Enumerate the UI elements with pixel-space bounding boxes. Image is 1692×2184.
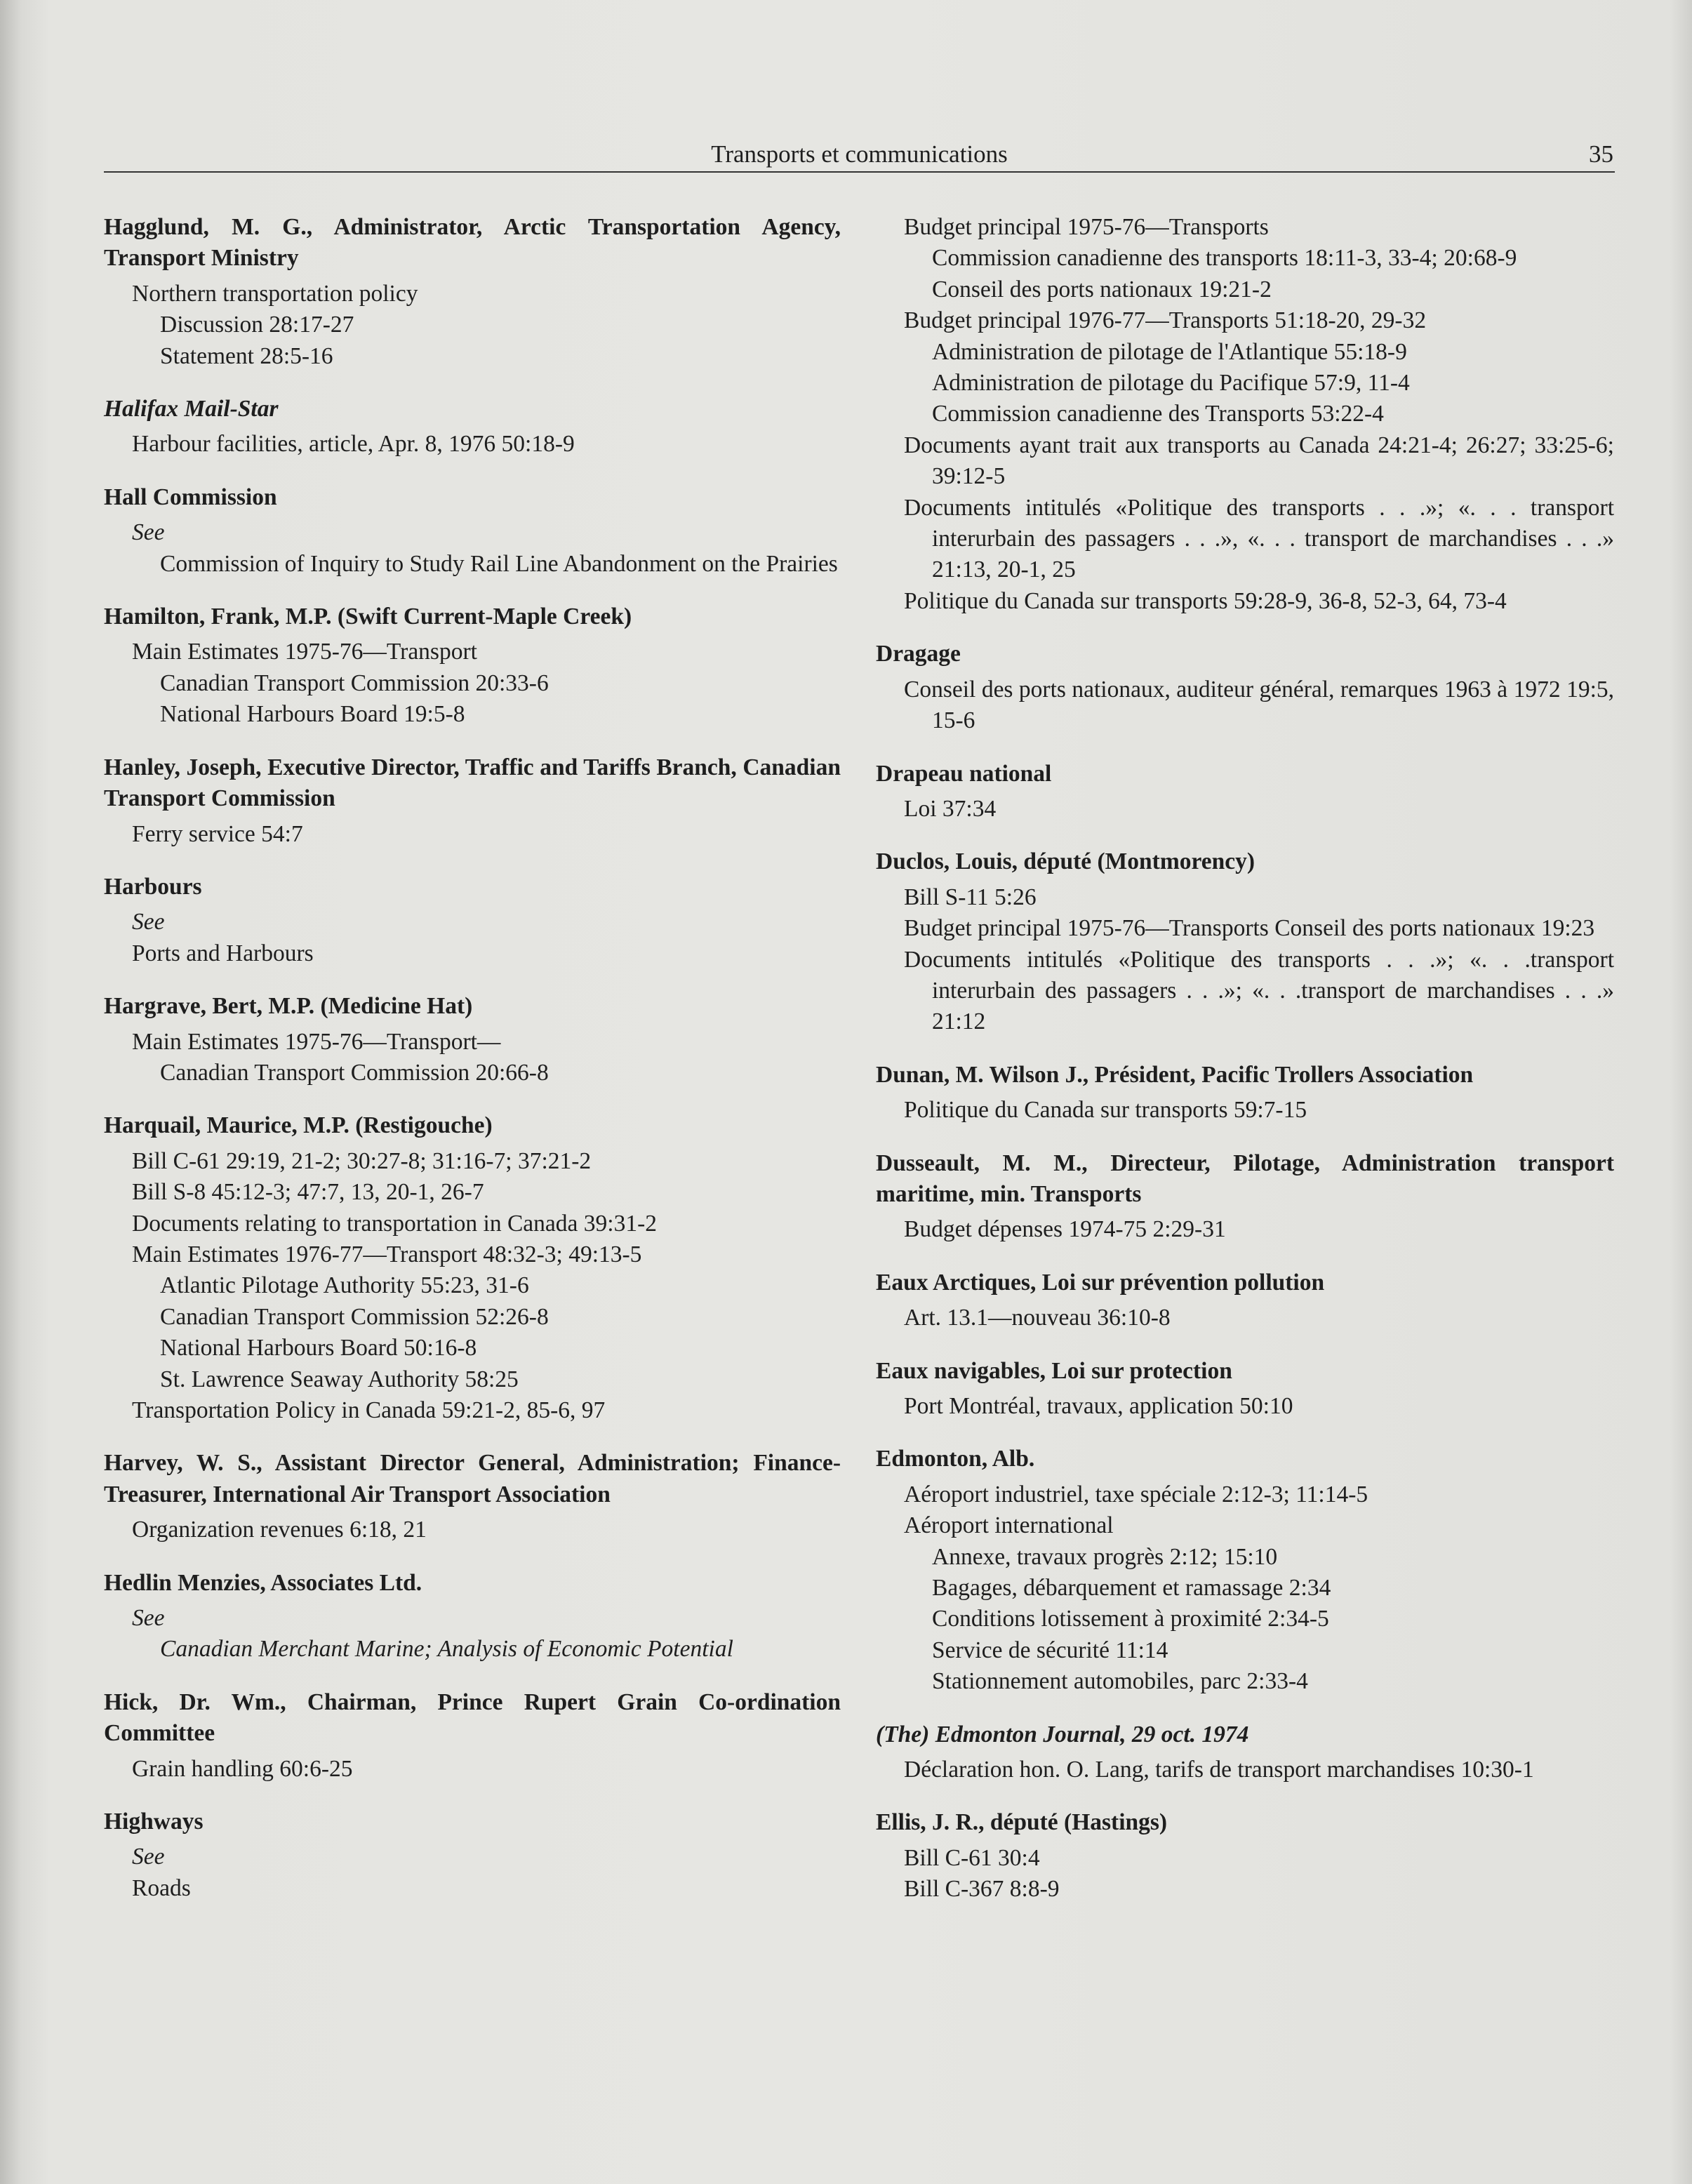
entry-heading: Hanley, Joseph, Executive Director, Traffic and Tariffs Branch, Canadian Transport Commission: [104, 754, 841, 812]
subentry: Northern transportation policy: [132, 280, 418, 307]
entry-heading: Edmonton, Alb.: [876, 1446, 1035, 1472]
subentry: Harbour facilities, article, Apr. 8, 1976 50:18-9: [132, 431, 575, 458]
index-entry-hargrave: [104, 991, 841, 1088]
entry-heading: Dragage: [876, 641, 961, 667]
subentry: St. Lawrence Seaway Authority 58:25: [160, 1366, 519, 1392]
subentry: Documents ayant trait aux transports au Canada 24:21-4; 26:27; 33:25-6; 39:12-5: [904, 432, 1614, 490]
subentry: National Harbours Board 50:16-8: [160, 1335, 477, 1361]
subentry: Canadian Transport Commission 20:66-8: [160, 1059, 549, 1086]
subentry: Main Estimates 1976-77—Transport 48:32-3; 49:13-5: [132, 1241, 642, 1267]
index-entry-highways: [104, 1806, 841, 1904]
subentry: Budget principal 1975-76—Transports: [904, 214, 1269, 240]
entry-heading: Duclos, Louis, député (Montmorency): [876, 848, 1255, 875]
entry-heading: Hall Commission: [104, 484, 277, 510]
see-reference-label: See: [132, 1844, 165, 1870]
entry-heading: (The) Edmonton Journal, 29 oct. 1974: [876, 1721, 1249, 1747]
subentry: Documents relating to transportation in Canada 39:31-2: [132, 1210, 657, 1237]
subentry: Aéroport international: [904, 1512, 1114, 1539]
subentry: Bill C-61 30:4: [904, 1844, 1040, 1871]
subentry: Budget principal 1975-76—Transports Conseil des ports nationaux 19:23: [904, 915, 1595, 942]
subentry: Canadian Transport Commission 20:33-6: [160, 670, 549, 696]
subentry: Administration de pilotage de l'Atlantique 55:18-9: [932, 338, 1407, 365]
entry-heading: Hargrave, Bert, M.P. (Medicine Hat): [104, 993, 473, 1020]
subentry: Conseil des ports nationaux, auditeur général, remarques 1963 à 1972 19:5, 15-6: [904, 676, 1614, 734]
subentry: National Harbours Board 19:5-8: [160, 701, 465, 728]
subentry: Stationnement automobiles, parc 2:33-4: [932, 1668, 1308, 1695]
index-entry-budget-continued: [876, 212, 1614, 617]
left-column: [104, 212, 841, 1926]
index-entry-edmonton-journal: [876, 1719, 1614, 1786]
subentry: Déclaration hon. O. Lang, tarifs de transport marchandises 10:30-1: [904, 1757, 1534, 1783]
index-entry-eaux-arctiques: [876, 1267, 1614, 1334]
subentry: Administration de pilotage du Pacifique 57:9, 11-4: [932, 370, 1410, 397]
running-title: Transports et communications: [711, 140, 1008, 168]
subentry: Commission canadienne des transports 18:11-3, 33-4; 20:68-9: [932, 245, 1517, 272]
see-reference-label: See: [132, 1605, 165, 1632]
subentry: Documents intitulés «Politique des transports . . .»; «. . . transport interurbain des passagers . . .», «. . . transport de marchandises . . .» 21:13, 20-1, 25: [904, 494, 1614, 583]
cross-reference: Canadian Merchant Marine; Analysis of Economic Potential: [160, 1636, 733, 1663]
subentry: Organization revenues 6:18, 21: [132, 1517, 427, 1543]
entry-heading: Drapeau national: [876, 760, 1052, 787]
cross-reference: Commission of Inquiry to Study Rail Line Abandonment on the Prairies: [160, 550, 838, 577]
index-entry-harbours: [104, 872, 841, 969]
index-entry-duclos: [876, 846, 1614, 1037]
subentry: Politique du Canada sur transports 59:28-9, 36-8, 52-3, 64, 73-4: [904, 587, 1507, 614]
index-entry-drapeau: [876, 759, 1614, 825]
entry-heading: Halifax Mail-Star: [104, 396, 279, 422]
subentry: Art. 13.1—nouveau 36:10-8: [904, 1305, 1171, 1331]
index-entry-dunan: [876, 1060, 1614, 1126]
subentry: Bill S-11 5:26: [904, 884, 1037, 910]
subentry: Conseil des ports nationaux 19:21-2: [932, 276, 1272, 302]
index-entry-dragage: [876, 639, 1614, 736]
subentry: Politique du Canada sur transports 59:7-15: [904, 1097, 1307, 1124]
entry-heading: Harvey, W. S., Assistant Director General, Administration; Finance-Treasurer, International Air Transport Association: [104, 1450, 841, 1507]
see-reference-label: See: [132, 909, 165, 935]
entry-heading: Harbours: [104, 873, 202, 900]
entry-heading: Hick, Dr. Wm., Chairman, Prince Rupert Grain Co-ordination Committee: [104, 1689, 841, 1747]
entry-heading: Dunan, M. Wilson J., Président, Pacific Trollers Association: [876, 1061, 1474, 1088]
index-entry-edmonton: [876, 1444, 1614, 1697]
right-column: [876, 212, 1614, 1927]
subentry: Atlantic Pilotage Authority 55:23, 31-6: [160, 1272, 529, 1299]
entry-heading: Ellis, J. R., député (Hastings): [876, 1809, 1168, 1836]
index-entry-ellis: [876, 1807, 1614, 1905]
entry-heading: Hagglund, M. G., Administrator, Arctic Transportation Agency, Transport Ministry: [104, 214, 841, 272]
page-number: 35: [1589, 140, 1613, 168]
index-entry-hamilton: [104, 601, 841, 731]
cross-reference: Roads: [132, 1875, 191, 1901]
subentry: Bagages, débarquement et ramassage 2:34: [932, 1575, 1331, 1602]
index-entry-hagglund: [104, 212, 841, 372]
subentry: Canadian Transport Commission 52:26-8: [160, 1303, 549, 1330]
index-entry-hick: [104, 1687, 841, 1785]
index-entry-hedlin: [104, 1568, 841, 1665]
subentry: Main Estimates 1975-76—Transport: [132, 639, 477, 665]
subentry: Conditions lotissement à proximité 2:34-5: [932, 1606, 1329, 1632]
index-entry-dusseault: [876, 1148, 1614, 1246]
subentry: Bill S-8 45:12-3; 47:7, 13, 20-1, 26-7: [132, 1179, 484, 1206]
subentry: Bill C-367 8:8-9: [904, 1876, 1060, 1903]
subentry: Ferry service 54:7: [132, 820, 303, 847]
entry-heading: Eaux navigables, Loi sur protection: [876, 1357, 1232, 1384]
subentry: Service de sécurité 11:14: [932, 1637, 1168, 1663]
index-entry-eaux-navigables: [876, 1356, 1614, 1423]
subentry: Loi 37:34: [904, 795, 997, 822]
page-header: [104, 138, 1615, 173]
subentry: Aéroport industriel, taxe spéciale 2:12-3; 11:14-5: [904, 1481, 1368, 1507]
index-entry-harvey: [104, 1448, 841, 1545]
subentry: Budget principal 1976-77—Transports 51:18-20, 29-32: [904, 307, 1427, 334]
subentry: Discussion 28:17-27: [160, 312, 354, 338]
entry-heading: Eaux Arctiques, Loi sur prévention pollution: [876, 1269, 1325, 1296]
subentry: Grain handling 60:6-25: [132, 1755, 353, 1782]
subentry: Main Estimates 1975-76—Transport—: [132, 1028, 501, 1055]
index-entry-hall: [104, 482, 841, 580]
subentry: Commission canadienne des Transports 53:22-4: [932, 401, 1384, 427]
index-entry-hanley: [104, 752, 841, 850]
entry-heading: Harquail, Maurice, M.P. (Restigouche): [104, 1112, 493, 1139]
entry-heading: Hamilton, Frank, M.P. (Swift Current-Maple Creek): [104, 604, 632, 630]
subentry: Documents intitulés «Politique des transports . . .»; «. . .transport interurbain des passagers . . .»; «. . .transport de marchandises . . .» 21:12: [904, 946, 1614, 1035]
entry-heading: Hedlin Menzies, Associates Ltd.: [104, 1569, 422, 1596]
see-reference-label: See: [132, 519, 165, 546]
entry-heading: Highways: [104, 1809, 204, 1835]
subentry: Transportation Policy in Canada 59:21-2, 85-6, 97: [132, 1397, 606, 1423]
cross-reference: Ports and Harbours: [132, 940, 314, 966]
subentry: Annexe, travaux progrès 2:12; 15:10: [932, 1543, 1278, 1570]
subentry: Budget dépenses 1974-75 2:29-31: [904, 1216, 1226, 1243]
index-entry-halifax: [104, 394, 841, 460]
entry-heading: Dusseault, M. M., Directeur, Pilotage, Administration transport maritime, min. Transports: [876, 1150, 1614, 1207]
index-entry-harquail: [104, 1110, 841, 1426]
subentry: Bill C-61 29:19, 21-2; 30:27-8; 31:16-7; 37:21-2: [132, 1147, 592, 1174]
subentry: Port Montréal, travaux, application 50:10: [904, 1393, 1293, 1419]
subentry: Statement 28:5-16: [160, 342, 333, 369]
